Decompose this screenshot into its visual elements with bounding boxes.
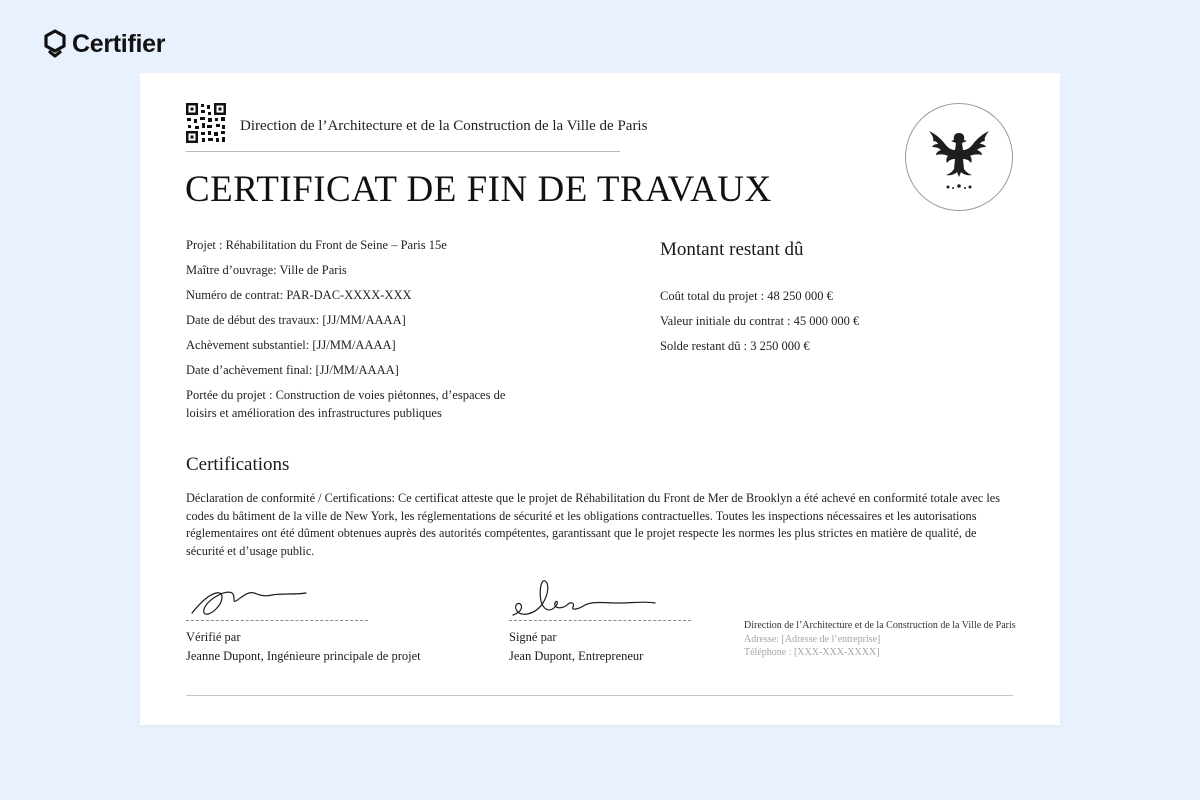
footer-divider — [186, 695, 1013, 696]
amount-label: Valeur initiale du contrat : — [660, 314, 791, 328]
qr-code-icon — [186, 103, 226, 143]
signature-block-signed — [509, 573, 691, 664]
certifications-text: Déclaration de conformité / Certifications: Ce certificat atteste que le projet de Réhabilitation du Front de Mer de Brooklyn a été achevé en conformité totale avec les codes du bâtiment de la ville de New York, les réglementations de sécurité et les obligations contractuelles. Toutes les inspections nécessaires et les autorisations réglementaires ont été dûment obtenues auprès des autorités compétentes, garantissant que le projet respecte les normes les plus strictes en matière de qualité, de sécurité et d’usage public. — [186, 491, 1001, 558]
certificate-card — [140, 73, 1060, 725]
signature-name: Jean Dupont, Entrepreneur — [509, 649, 644, 663]
amount-label: Solde restant dû : — [660, 339, 748, 353]
detail-row — [186, 311, 526, 329]
detail-row — [186, 236, 526, 254]
signature-role: Vérifié par — [186, 630, 241, 644]
amount-value: 48 250 000 € — [767, 289, 833, 303]
amounts-heading: Montant restant dû — [660, 239, 804, 260]
detail-label: Portée du projet : — [186, 388, 273, 402]
amount-label: Coût total du projet : — [660, 289, 765, 303]
amount-row — [660, 287, 1020, 305]
detail-value: Ville de Paris — [279, 263, 347, 277]
detail-value: PAR-DAC-XXXX-XXX — [286, 288, 412, 302]
detail-value: [JJ/MM/AAAA] — [312, 338, 396, 352]
signature-block-verified — [186, 573, 421, 664]
contact-address: Adresse: [Adresse de l’entreprise] — [744, 633, 881, 645]
eagle-seal — [905, 103, 1013, 211]
detail-label: Date de début des travaux: — [186, 313, 320, 327]
detail-row — [186, 386, 526, 422]
detail-label: Projet : — [186, 238, 223, 252]
amount-value: 3 250 000 € — [750, 339, 810, 353]
issuer-name: Direction de l’Architecture et de la Construction de la Ville de Paris — [240, 118, 648, 134]
contact-org: Direction de l’Architecture et de la Construction de la Ville de Paris — [744, 620, 1016, 631]
detail-value: Réhabilitation du Front de Seine – Paris 15e — [225, 238, 447, 252]
project-details — [186, 236, 526, 429]
certificate-title: CERTIFICAT DE FIN DE TRAVAUX — [185, 169, 772, 210]
detail-row — [186, 261, 526, 279]
detail-value: Construction de voies piétonnes, d’espaces de loisirs et amélioration des infrastructures publiques — [186, 388, 506, 420]
detail-row — [186, 361, 526, 379]
detail-label: Numéro de contrat: — [186, 288, 284, 302]
eagle-seal-icon — [924, 117, 994, 197]
detail-value: [JJ/MM/AAAA] — [322, 313, 406, 327]
signature-icon — [509, 573, 691, 620]
detail-value: [JJ/MM/AAAA] — [315, 363, 399, 377]
signature-line — [509, 620, 691, 621]
certifier-logo — [44, 29, 165, 59]
signature-line — [186, 620, 368, 621]
amount-value: 45 000 000 € — [793, 314, 860, 328]
signature-icon — [186, 573, 368, 620]
issuer-contact — [744, 619, 1044, 660]
amounts-section — [660, 239, 1020, 362]
header-divider — [186, 151, 620, 152]
amount-row — [660, 337, 1020, 355]
detail-label: Maître d’ouvrage: — [186, 263, 277, 277]
amount-row — [660, 312, 1020, 330]
detail-label: Achèvement substantiel: — [186, 338, 310, 352]
contact-phone: Téléphone : [XXX-XXX-XXXX] — [744, 647, 880, 658]
detail-row — [186, 286, 526, 304]
signature-role: Signé par — [509, 630, 557, 644]
signature-name: Jeanne Dupont, Ingénieure principale de projet — [186, 649, 421, 663]
detail-label: Date d’achèvement final: — [186, 363, 313, 377]
brand-name: Certifier — [72, 29, 166, 58]
certifier-logo-icon — [44, 29, 66, 59]
certifications-heading: Certifications — [186, 454, 290, 475]
detail-row — [186, 336, 526, 354]
